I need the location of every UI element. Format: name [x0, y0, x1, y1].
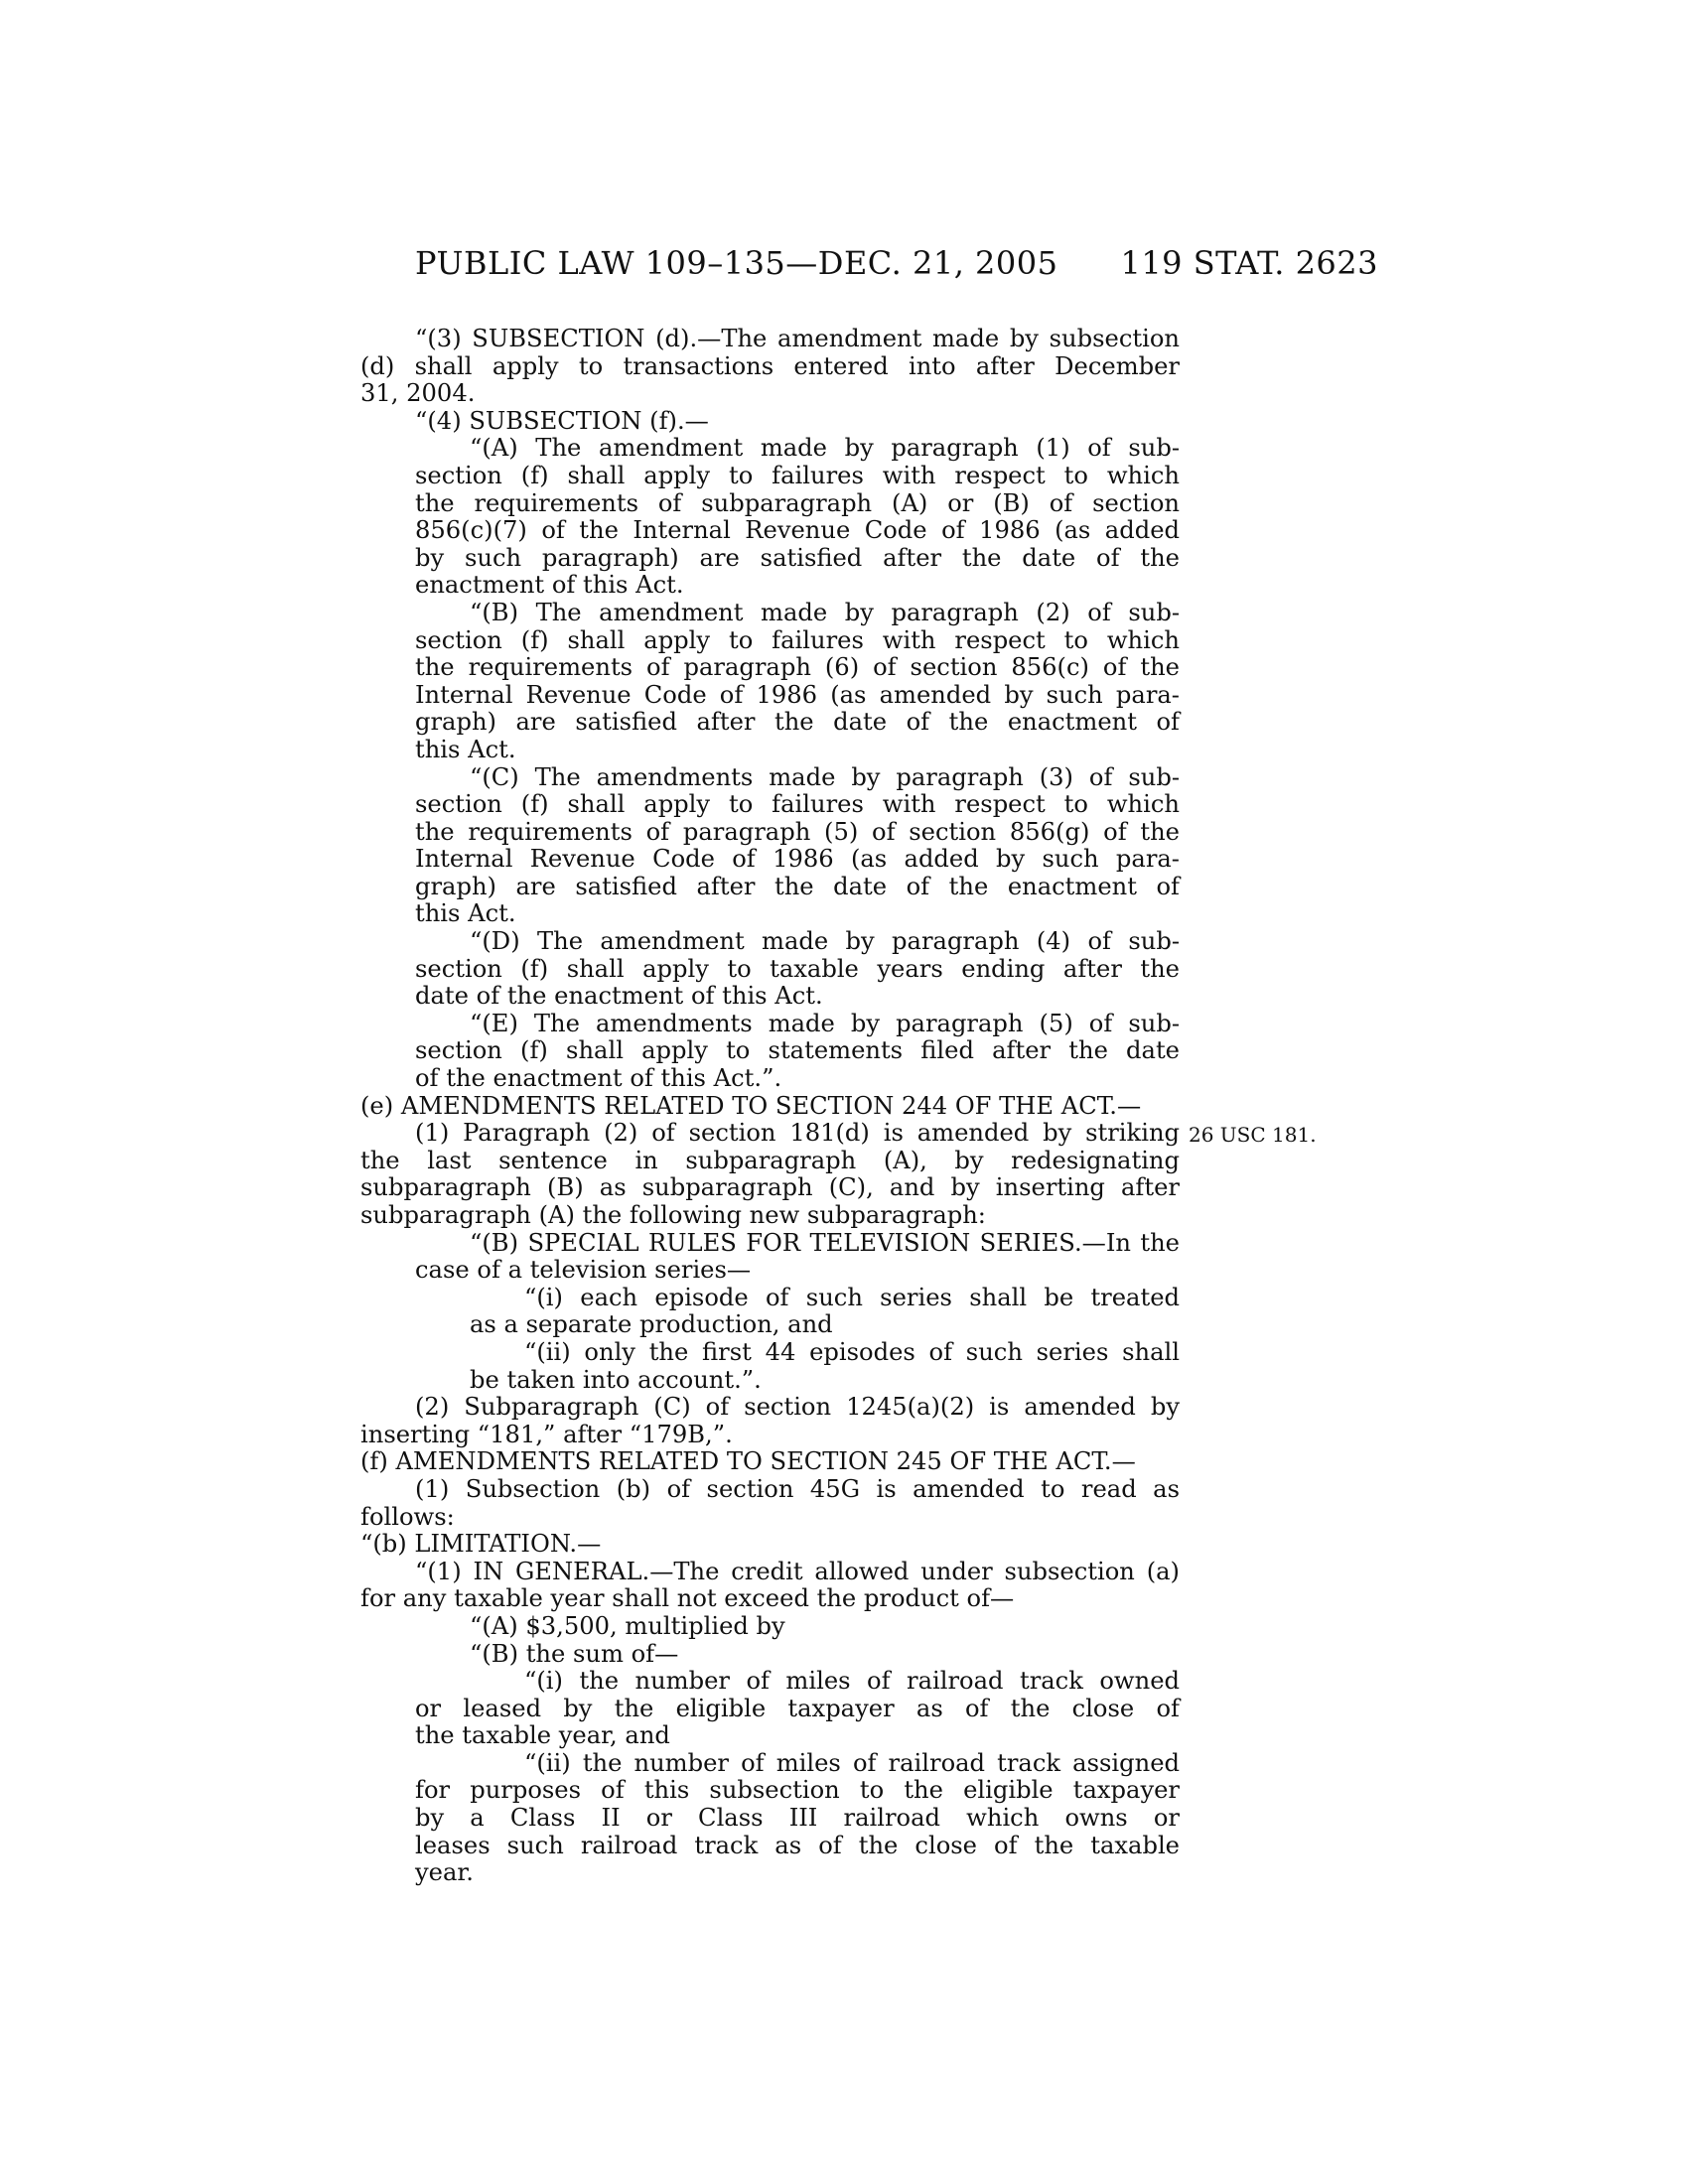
page-header [415, 244, 1378, 284]
text-line: section (f) shall apply to failures with respect to which [415, 461, 1180, 489]
text-line: 856(c)(7) of the Internal Revenue Code of 1986 (as added [415, 516, 1180, 545]
text-line: “(A) The amendment made by paragraph (1) of sub- [470, 434, 1180, 463]
text-line: subparagraph (B) as subparagraph (C), and by inserting after [360, 1173, 1180, 1202]
text-line: “(C) The amendments made by paragraph (3) of sub- [470, 762, 1180, 791]
text-line: “(B) the sum of— [470, 1639, 679, 1668]
text-line: this Act. [415, 735, 516, 763]
text-line: of the enactment of this Act.”. [415, 1064, 782, 1093]
text-line: “(D) The amendment made by paragraph (4) of sub- [470, 927, 1180, 956]
text-line: the taxable year, and [415, 1721, 670, 1750]
text-line: “(4) SUBSECTION (f).— [415, 406, 709, 435]
text-line: inserting “181,” after “179B,”. [360, 1420, 733, 1448]
text-line: “(B) SPECIAL RULES FOR TELEVISION SERIES.—In the [470, 1228, 1180, 1257]
text-line: graph) are satisfied after the date of the enactment of [415, 872, 1180, 900]
text-line: section (f) shall apply to failures with respect to which [415, 790, 1180, 819]
text-line: (1) Subsection (b) of section 45G is amended to read as [415, 1474, 1180, 1503]
text-line: Internal Revenue Code of 1986 (as amended by such para- [415, 680, 1180, 709]
text-line: 31, 2004. [360, 379, 476, 408]
text-line: “(ii) the number of miles of railroad track assigned [524, 1748, 1180, 1777]
text-line: “(i) the number of miles of railroad track owned [524, 1667, 1180, 1696]
text-line: follows: [360, 1502, 455, 1531]
text-line: by a Class II or Class III railroad which owns or [415, 1804, 1180, 1833]
text-line: (2) Subparagraph (C) of section 1245(a)(2) is amended by [415, 1393, 1180, 1422]
text-line: “(E) The amendments made by paragraph (5) of sub- [470, 1009, 1180, 1037]
text-line: section (f) shall apply to failures with respect to which [415, 625, 1180, 654]
text-line: the requirements of subparagraph (A) or (B) of section [415, 488, 1180, 517]
text-line: subparagraph (A) the following new subparagraph: [360, 1201, 986, 1229]
document-body [360, 326, 1180, 1887]
text-line: this Act. [415, 899, 516, 928]
text-line: (1) Paragraph (2) of section 181(d) is amended by striking [415, 1119, 1180, 1148]
text-line: date of the enactment of this Act. [415, 982, 823, 1011]
text-line: or leased by the eligible taxpayer as of the close of [415, 1694, 1180, 1722]
text-line: section (f) shall apply to statements filed after the date [415, 1036, 1180, 1065]
margin-note: 26 USC 181. [1189, 1123, 1317, 1148]
text-line: “(A) $3,500, multiplied by [470, 1611, 785, 1640]
text-line: (e) AMENDMENTS RELATED TO SECTION 244 OF THE ACT.— [360, 1091, 1142, 1120]
text-line: “(B) The amendment made by paragraph (2) of sub- [470, 598, 1180, 626]
text-line: be taken into account.”. [470, 1365, 762, 1394]
text-line: “(3) SUBSECTION (d).—The amendment made by subsection [415, 325, 1180, 352]
text-line: section (f) shall apply to taxable years ending after the [415, 954, 1180, 983]
text-line: year. [415, 1858, 474, 1887]
text-line: Internal Revenue Code of 1986 (as added by such para- [415, 845, 1180, 874]
text-line: as a separate production, and [470, 1310, 833, 1339]
text-line: “(i) each episode of such series shall be treated [524, 1283, 1180, 1311]
text-line: enactment of this Act. [415, 571, 684, 600]
text-line: the requirements of paragraph (5) of section 856(g) of the [415, 817, 1180, 846]
text-line: the requirements of paragraph (6) of section 856(c) of the [415, 653, 1180, 682]
text-line: case of a television series— [415, 1256, 752, 1285]
text-line: graph) are satisfied after the date of the enactment of [415, 708, 1180, 737]
text-line: the last sentence in subparagraph (A), by redesignating [360, 1146, 1180, 1174]
text-line: “(b) LIMITATION.— [360, 1530, 602, 1559]
text-line: “(1) IN GENERAL.—The credit allowed under subsection (a) [415, 1557, 1180, 1585]
text-line: for any taxable year shall not exceed the product of— [360, 1584, 1015, 1613]
text-line: (f) AMENDMENTS RELATED TO SECTION 245 OF THE ACT.— [360, 1447, 1136, 1476]
text-line: leases such railroad track as of the close of the taxable [415, 1831, 1180, 1859]
text-line: for purposes of this subsection to the eligible taxpayer [415, 1776, 1180, 1805]
stat-page-number: 119 STAT. 2623 [1120, 244, 1378, 282]
law-citation: PUBLIC LAW 109–135—DEC. 21, 2005 [415, 244, 1058, 282]
text-line: “(ii) only the first 44 episodes of such series shall [524, 1337, 1180, 1366]
text-line: by such paragraph) are satisfied after the date of the [415, 543, 1180, 572]
text-line: (d) shall apply to transactions entered into after December [360, 351, 1180, 380]
